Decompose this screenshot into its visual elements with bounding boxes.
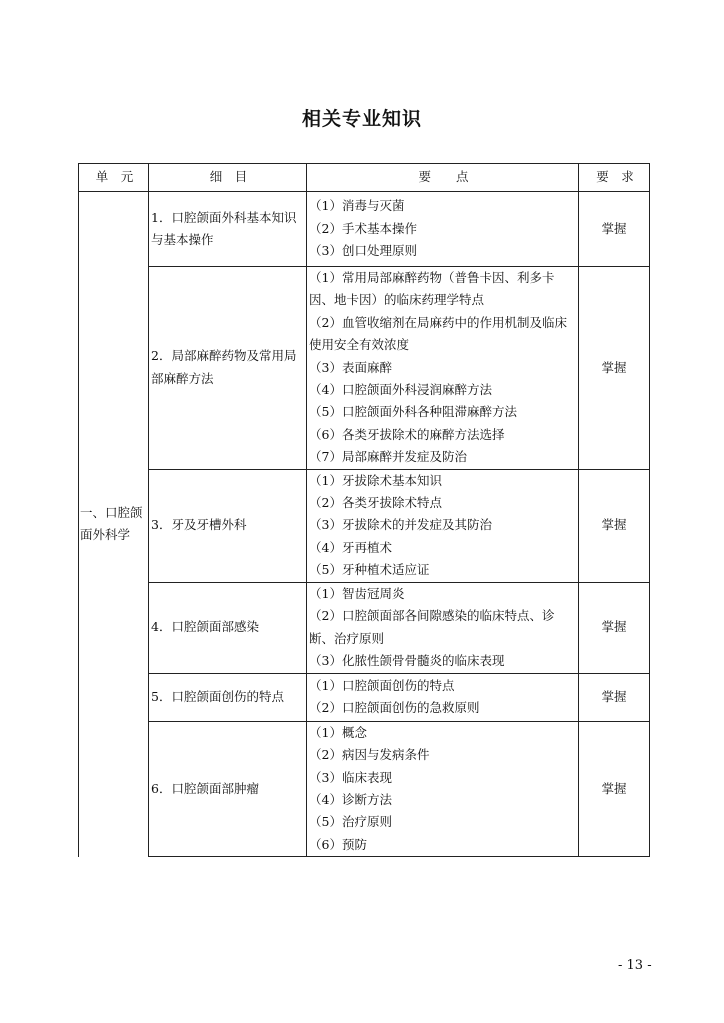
requirement-cell: 掌握 [579, 673, 650, 721]
header-requirement: 要 求 [579, 164, 650, 192]
point-item: （1）常用局部麻醉药物（普鲁卡因、利多卡因、地卡因）的临床药理学特点 [309, 270, 555, 308]
syllabus-table [78, 163, 650, 857]
requirement-cell: 掌握 [579, 721, 650, 856]
point-item: （2）口腔颌面创伤的急救原则 [309, 700, 480, 716]
subunit-cell: 1．口腔颌面外科基本知识与基本操作 [149, 192, 307, 267]
subunit-cell: 6．口腔颌面部肿瘤 [149, 721, 307, 856]
point-item: （2）病因与发病条件 [309, 747, 430, 763]
point-item: （1）牙拔除术基本知识 [309, 472, 442, 488]
table-row [79, 267, 650, 470]
points-cell [307, 192, 579, 267]
requirement-cell: 掌握 [579, 469, 650, 582]
points-cell [307, 673, 579, 721]
page-title: 相关专业知识 [301, 108, 422, 130]
page-number: - 13 - [618, 958, 652, 973]
subunit-cell: 2．局部麻醉药物及常用局部麻醉方法 [149, 267, 307, 470]
table-row [79, 582, 650, 673]
points-cell [307, 267, 579, 470]
point-item: （2）血管收缩剂在局麻药中的作用机制及临床使用安全有效浓度 [309, 314, 567, 353]
unit-cell: 一、口腔颌面外科学 [79, 192, 149, 857]
points-cell [307, 469, 579, 582]
table-row [79, 721, 650, 856]
point-item: （6）各类牙拔除术的麻醉方法选择 [309, 426, 505, 442]
requirement-cell: 掌握 [579, 582, 650, 673]
points-cell [307, 721, 579, 856]
table-row [79, 192, 650, 267]
table-row [79, 469, 650, 582]
subunit-cell: 3．牙及牙槽外科 [149, 469, 307, 582]
point-item: （6）预防 [309, 836, 367, 852]
point-item: （4）牙再植术 [309, 539, 392, 555]
header-unit: 单 元 [79, 164, 149, 192]
point-item: （1）概念 [309, 724, 367, 740]
point-item: （5）治疗原则 [309, 814, 392, 830]
point-item: （5）口腔颌面外科各种阻滞麻醉方法 [309, 404, 517, 420]
header-subunit: 细 目 [149, 164, 307, 192]
points-cell [307, 582, 579, 673]
requirement-cell: 掌握 [579, 192, 650, 267]
point-item: （1）消毒与灭菌 [309, 198, 405, 214]
point-item: （1）口腔颌面创伤的特点 [309, 677, 455, 693]
subunit-cell: 5．口腔颌面创伤的特点 [149, 673, 307, 721]
subunit-cell: 4．口腔颌面部感染 [149, 582, 307, 673]
point-item: （3）牙拔除术的并发症及其防治 [309, 517, 492, 533]
point-item: （2）各类牙拔除术特点 [309, 495, 442, 511]
point-item: （3）创口处理原则 [309, 243, 417, 259]
table-row [79, 673, 650, 721]
point-item: （5）牙种植术适应证 [309, 562, 430, 578]
requirement-cell: 掌握 [579, 267, 650, 470]
point-item: （2）口腔颌面部各间隙感染的临床特点、诊断、治疗原则 [309, 608, 555, 646]
header-points: 要 点 [307, 164, 579, 192]
point-item: （1）智齿冠周炎 [309, 585, 405, 601]
point-item: （3）化脓性颌骨骨髓炎的临床表现 [309, 653, 505, 669]
point-item: （7）局部麻醉并发症及防治 [309, 449, 467, 465]
point-item: （4）诊断方法 [309, 791, 392, 807]
point-item: （3）表面麻醉 [309, 359, 392, 375]
point-item: （4）口腔颌面外科浸润麻醉方法 [309, 382, 492, 398]
point-item: （2）手术基本操作 [309, 220, 417, 236]
point-item: （3）临床表现 [309, 769, 392, 785]
header-row [79, 164, 650, 192]
